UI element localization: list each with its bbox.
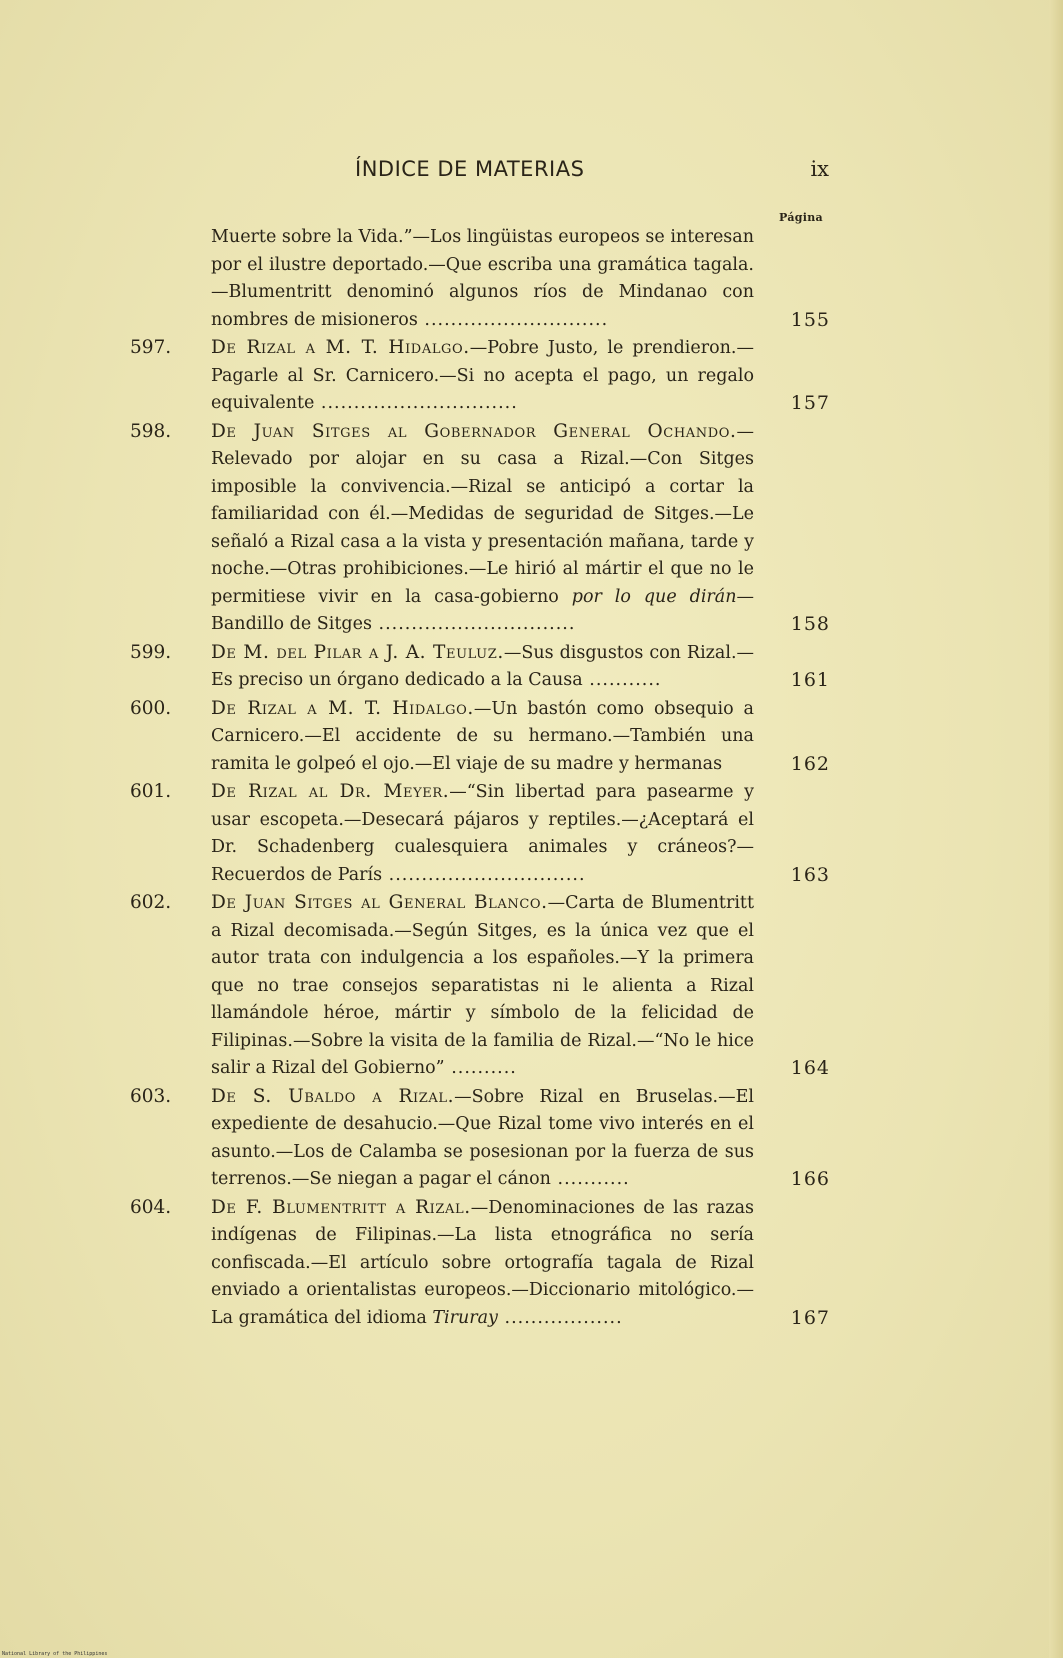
toc-entry (130, 695, 830, 779)
entry-heading: De S. Ubaldo a Rizal. (211, 1085, 455, 1107)
entry-number: 604. (130, 1196, 172, 1218)
entry-number: 602. (130, 892, 172, 913)
entry-page: 163 (790, 863, 830, 886)
toc-entry (130, 1083, 830, 1194)
table-of-contents (130, 224, 830, 1332)
entry-number: 601. (130, 781, 172, 802)
toc-entry (130, 334, 830, 418)
entry-page: 155 (790, 308, 830, 331)
entry-heading: De Juan Sitges al General Blanco. (211, 892, 548, 913)
entry-heading: De Juan Sitges al Gobernador General Ochando. (211, 420, 737, 442)
entry-number: 598. (130, 420, 172, 442)
entry-text: De Juan Sitges al General Blanco.—Carta de Blumentritt a Rizal decomisada.—Según Sitges, es la única vez que el autor trata con indulgencia a los españoles.—Y la primera que no trae consejos separatistas ni le alienta a Rizal llamándole héroe, mártir y símbolo de la felicidad de Filipinas.—Sobre la visita de la familia de Rizal.—“No le hice salir a Rizal del Gobierno” .......... (211, 892, 754, 1078)
entry-number: 603. (130, 1085, 172, 1107)
entry-text: De Rizal al Dr. Meyer.—“Sin libertad para pasearme y usar escopeta.—Desecará pájaros y reptiles.—¿Aceptará el Dr. Schadenberg cualesquiera animales y cráneos?—Recuerdos de París .............................. (211, 781, 754, 885)
entry-heading: De Rizal a M. T. Hidalgo. (211, 697, 474, 719)
toc-entry (130, 778, 830, 889)
entry-italic: por lo que dirán (571, 586, 737, 607)
entry-page: 157 (790, 392, 830, 414)
entry-number: 599. (130, 641, 172, 663)
entry-italic: Tiruray (432, 1307, 498, 1328)
entry-text: De Rizal a M. T. Hidalgo.—Un bastón como obsequio a Carnicero.—El accidente de su hermano.—También una ramita le golpeó el ojo.—El viaje de su madre y hermanas (211, 697, 754, 774)
entry-page: 161 (790, 669, 830, 691)
entry-heading: De F. Blumentritt a Rizal. (211, 1196, 471, 1218)
page-header (355, 157, 829, 193)
entry-heading: De Rizal al Dr. Meyer. (211, 781, 450, 802)
entry-number: 597. (130, 337, 172, 358)
entry-page: 162 (790, 752, 830, 775)
column-label-pagina: Página (779, 211, 823, 224)
entry-text: Muerte sobre la Vida.”—Los lingüistas europeos se interesan por el ilustre deportado.—Que escriba una gramática tagala.—Blumentritt denominó algunos ríos de Mindanao con nombres de misioneros ............................ (211, 227, 754, 330)
entry-text: De M. del Pilar a J. A. Teuluz.—Sus disgustos con Rizal.—Es preciso un órgano dedicado a la Causa ........... (211, 641, 755, 690)
toc-entry (130, 418, 830, 639)
library-footer: National Library of the Philippines (2, 1651, 108, 1657)
page-title: ÍNDICE DE MATERIAS (355, 157, 585, 181)
page-edge (1049, 0, 1063, 1658)
page-number: ix (810, 157, 829, 181)
entry-page: 167 (790, 1306, 830, 1329)
entry-page: 166 (790, 1168, 830, 1190)
entry-heading: De Rizal a M. T. Hidalgo. (211, 337, 470, 358)
toc-entry (130, 1194, 830, 1333)
toc-entry (130, 639, 830, 695)
entry-page: 158 (790, 613, 830, 635)
entry-text: De F. Blumentritt a Rizal.—Denominaciones de las razas indígenas de Filipinas.—La lista etnográfica no sería confiscada.—El artículo sobre ortografía tagala de Rizal enviado a orientalistas europeos.—Diccionario mitológico.—La gramática del idioma Tiruray .................. (211, 1196, 754, 1328)
entry-number: 600. (130, 697, 172, 719)
entry-text: De Juan Sitges al Gobernador General Ochando.—Relevado por alojar en su casa a Rizal.—Con Sitges imposible la convivencia.—Rizal se anticipó a cortar la familiaridad con él.—Medidas de seguridad de Sitges.—Le señaló a Rizal casa a la vista y presentación mañana, tarde y noche.—Otras prohibiciones.—Le hirió al mártir el que no le permitiese vivir en la casa-gobierno por lo que dirán—Bandillo de Sitges .............................. (211, 420, 754, 634)
entry-text: De Rizal a M. T. Hidalgo.—Pobre Justo, le prendieron.—Pagarle al Sr. Carnicero.—Si no acepta el pago, un regalo equivalente .............................. (211, 337, 754, 413)
toc-entry (130, 224, 830, 334)
entry-page: 164 (790, 1057, 830, 1079)
entry-text: De S. Ubaldo a Rizal.—Sobre Rizal en Bruselas.—El expediente de desahucio.—Que Rizal tome vivo interés en el asunto.—Los de Calamba se posesionan por la fuerza de sus terrenos.—Se niegan a pagar el cánon ........... (211, 1085, 754, 1189)
entry-heading: De M. del Pilar a J. A. Teuluz. (211, 641, 504, 663)
toc-entry (130, 889, 830, 1083)
